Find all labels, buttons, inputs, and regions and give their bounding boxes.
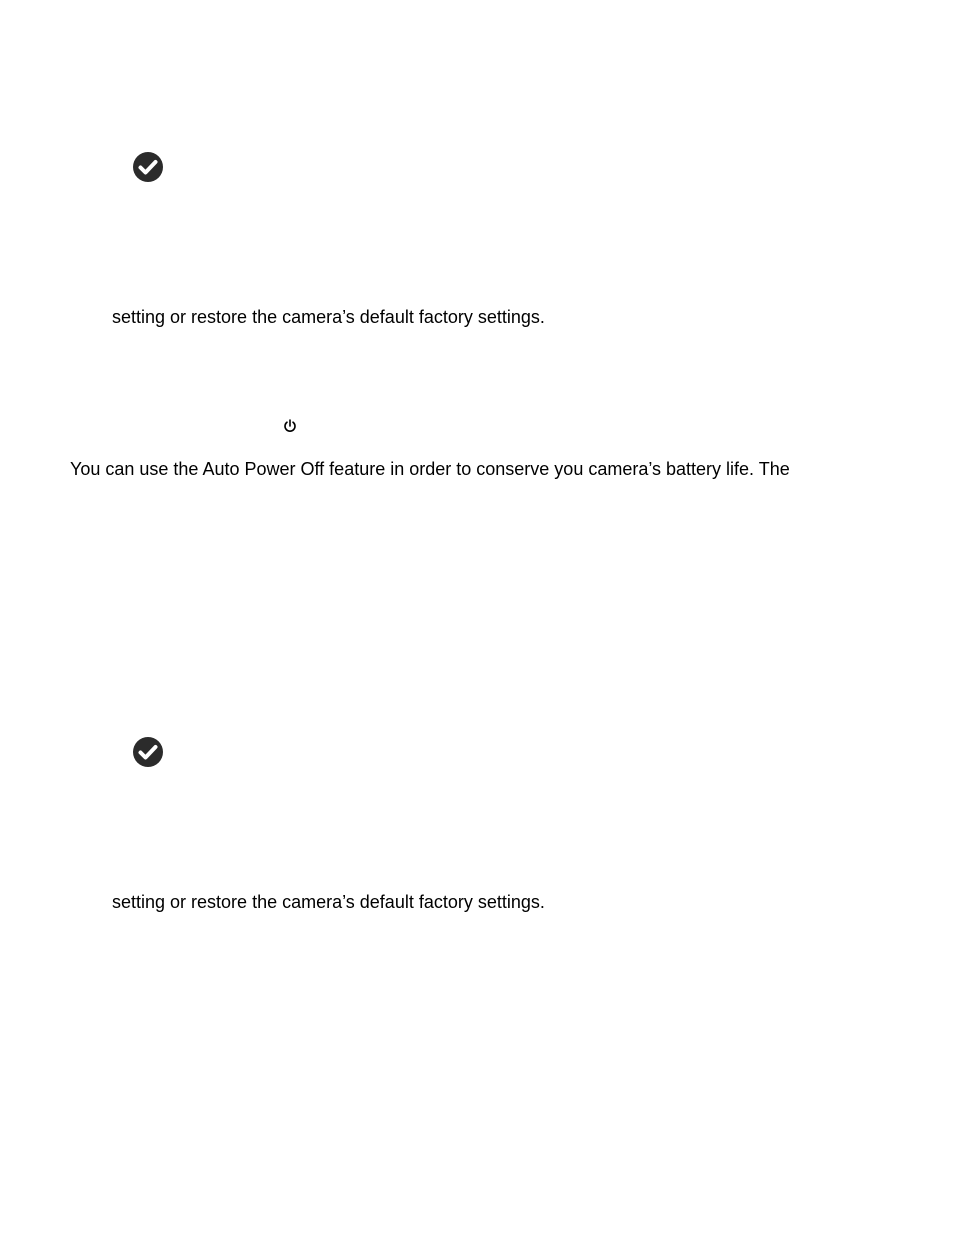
check-circle-icon: [132, 736, 164, 768]
body-text-line: setting or restore the camera’s default factory settings.: [112, 892, 545, 912]
check-circle-icon: [132, 151, 164, 183]
power-icon: [282, 418, 298, 434]
auto-power-off-intro: You can use the Auto Power Off feature in order to conserve you camera’s battery life. The: [70, 459, 790, 479]
body-text-line: setting or restore the camera’s default factory settings.: [112, 307, 545, 327]
